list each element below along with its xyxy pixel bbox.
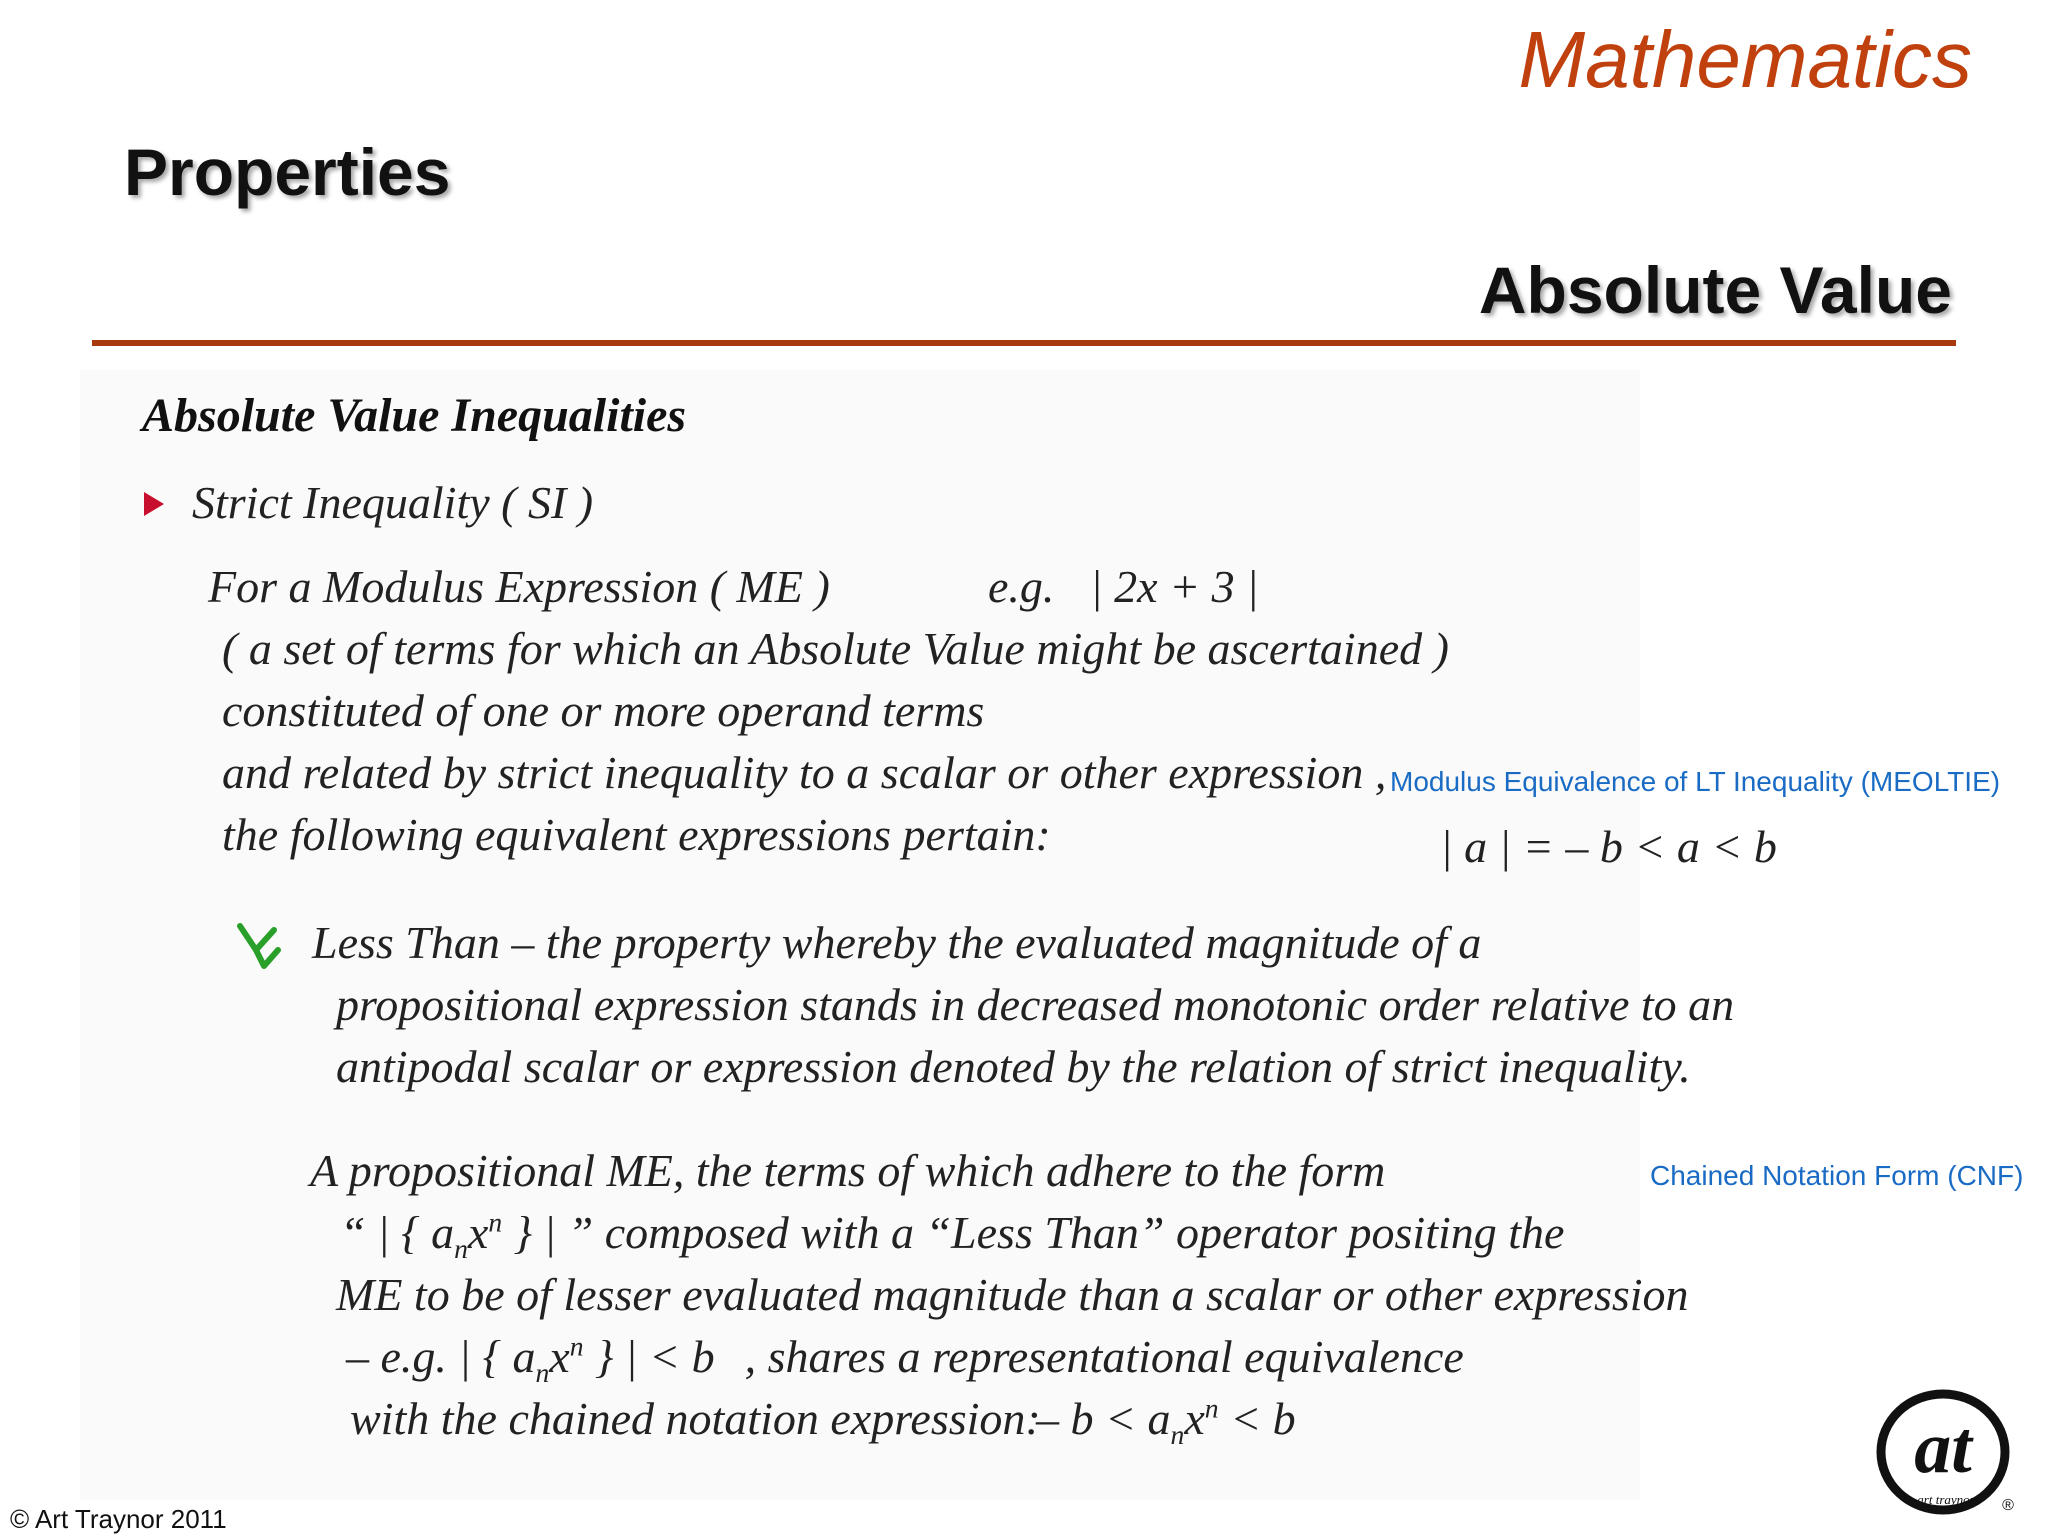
subject-title: Mathematics <box>1518 15 1972 104</box>
topic-title: Absolute Value <box>1478 253 1952 327</box>
less-than-line-3: antipodal scalar or expression denoted by the relation of strict inequality. <box>336 1041 1691 1092</box>
prop-line-2 <box>340 1206 1564 1265</box>
bullet-strict-inequality: Strict Inequality ( SI ) <box>192 477 594 528</box>
example-expression: | 2x + 3 | <box>1090 561 1259 612</box>
chain-right: < b <box>1218 1393 1296 1444</box>
prop-line-3: ME to be of lesser evaluated magnitude than a scalar or other expression <box>336 1269 1689 1320</box>
meoltie-expression: | a | = – b < a < b <box>1440 821 1777 872</box>
less-than-line-2: propositional expression stands in decreased monotonic order relative to an <box>336 979 1735 1030</box>
prop-line-2-subscript: n <box>454 1233 468 1265</box>
chain-superscript: n <box>1204 1392 1219 1424</box>
prop-line-2-variable: x <box>467 1207 489 1258</box>
prop-line-4-subscript: n <box>535 1357 550 1389</box>
prop-line-4-mid: } | < b <box>583 1331 715 1382</box>
prop-line-2-superscript: n <box>488 1206 503 1238</box>
chain-subscript: n <box>1170 1419 1185 1451</box>
intro-line-5: the following equivalent expressions pertain: <box>222 809 1051 860</box>
chain-variable: x <box>1184 1393 1205 1444</box>
prop-line-4-variable: x <box>549 1331 570 1382</box>
prop-line-4 <box>346 1330 1464 1389</box>
chain-left: – b < a <box>1036 1393 1171 1444</box>
bullet-arrow-icon <box>144 492 164 516</box>
check-arrow-icon <box>234 920 282 972</box>
section-title: Properties <box>124 135 451 209</box>
logo-registered-mark: ® <box>2002 1497 2014 1514</box>
intro-line-1: For a Modulus Expression ( ME ) <box>208 561 830 612</box>
logo-text: at <box>1914 1407 1972 1489</box>
intro-line-3: constituted of one or more operand terms <box>222 685 985 736</box>
header-divider <box>92 340 1956 346</box>
logo-caption: art traynor <box>1917 1492 1975 1507</box>
prop-line-1: A propositional ME, the terms of which adhere to the form <box>310 1145 1386 1196</box>
prop-line-4-open: – e.g. | { a <box>346 1331 536 1382</box>
prop-line-2-open: “ | { a <box>340 1207 455 1258</box>
chain-expression <box>1036 1392 1296 1451</box>
copyright: © Art Traynor 2011 <box>10 1504 227 1534</box>
content-heading: Absolute Value Inequalities <box>142 389 687 442</box>
intro-line-4: and related by strict inequality to a scalar or other expression , <box>222 747 1387 798</box>
prop-line-2-rest: } | ” composed with a “Less Than” operator positing the <box>502 1207 1565 1258</box>
intro-line-2: ( a set of terms for which an Absolute Value might be ascertained ) <box>222 623 1449 674</box>
prop-line-5: with the chained notation expression: <box>350 1393 1041 1444</box>
prop-line-4-rest: , shares a representational equivalence <box>744 1331 1464 1382</box>
less-than-line-1: Less Than – the property whereby the evaluated magnitude of a <box>312 917 1482 968</box>
cnf-label: Chained Notation Form (CNF) <box>1650 1160 2024 1191</box>
art-traynor-logo <box>1868 1380 2018 1530</box>
example-label: e.g. <box>988 561 1055 612</box>
meoltie-label: Modulus Equivalence of LT Inequality (MEOLTIE) <box>1390 766 2001 797</box>
prop-line-4-superscript: n <box>569 1330 584 1362</box>
